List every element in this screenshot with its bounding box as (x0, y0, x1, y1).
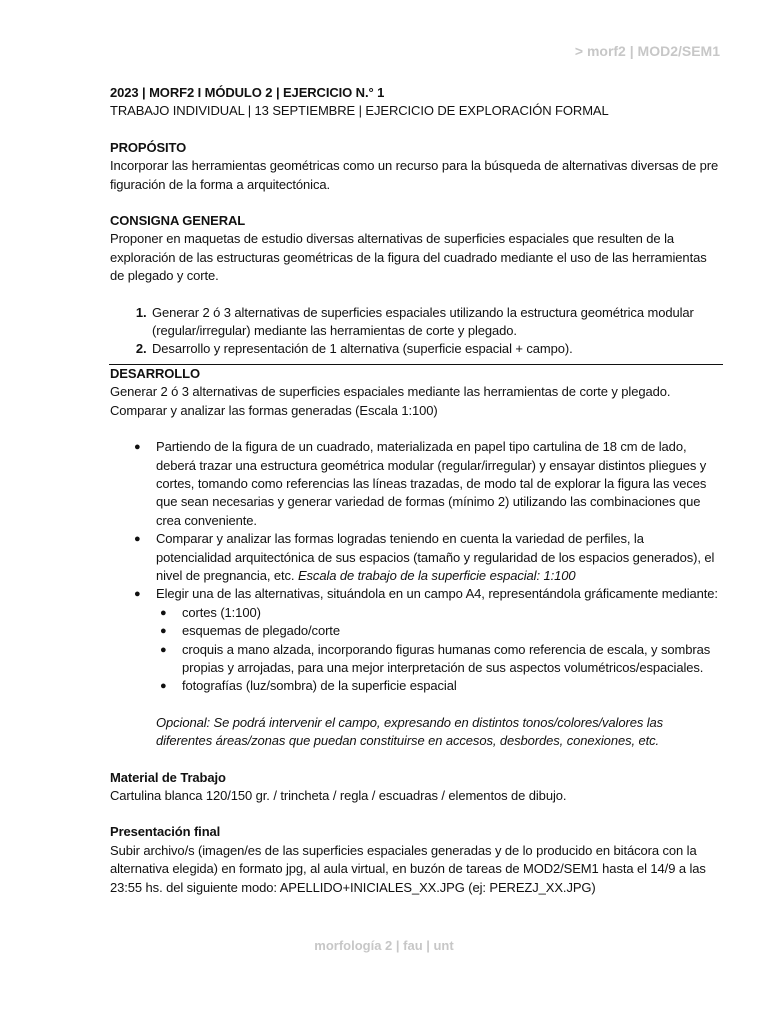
list-item: ● Partiendo de la figura de un cuadrado, materializada en papel tipo cartulina de 18 cm de lado, deberá trazar una estructura geométrica modular (regular/irregular) y ensayar distintos pliegues y cortes, tomando como referencias las líneas trazadas, de modo tal de explorar la figura las veces que sean necesarias y generar variedad de formas (mínimo 2) utilizando las combinaciones que crea conveniente. (156, 438, 722, 530)
presentacion-heading: Presentación final (110, 824, 221, 840)
desarrollo-heading: DESARROLLO (110, 365, 201, 381)
sub-list-item: ● cortes (1:100) (182, 604, 722, 622)
consigna-list (110, 304, 722, 359)
footer: morfología 2 | fau | unt (314, 938, 454, 953)
list-item: 1. Generar 2 ó 3 alternativas de superficies espaciales utilizando la estructura geométrica modular (regular/irregular) mediante las herramientas de corte y plegado. (150, 304, 722, 341)
material-text: Cartulina blanca 120/150 gr. / trincheta / regla / escuadras / elementos de dibujo. (110, 788, 567, 803)
header-tag: > morf2 | MOD2/SEM1 (574, 43, 720, 59)
list-item (156, 585, 722, 695)
list-item: 2. Desarrollo y representación de 1 alternativa (superficie espacial + campo). (150, 340, 722, 358)
sub-list (156, 604, 722, 696)
proposito-heading: PROPÓSITO (110, 139, 187, 155)
document-subtitle: TRABAJO INDIVIDUAL | 13 SEPTIEMBRE | EJERCICIO DE EXPLORACIÓN FORMAL (110, 103, 609, 119)
sub-list-item: ● croquis a mano alzada, incorporando figuras humanas como referencia de escala, y sombras propias y arrojadas, para una mejor interpretación de sus aspectos volumétricos/espaciales. (182, 641, 722, 678)
presentacion-text: Subir archivo/s (imagen/es de las superficies espaciales generadas y de lo producido en bitácora con la alternativa elegida) en formato jpg, al aula virtual, en buzón de tareas de MOD2/SEM1 hasta el 14/9 a las 23:55 hs. del siguiente modo: APELLIDO+INICIALES_XX.JPG (ej: PEREZJ_XX.JPG) (110, 842, 706, 895)
consigna-text: Proponer en maquetas de estudio diversas alternativas de superficies espaciales que resulten de la exploración de las estructuras geométricas de la figura del cuadrado mediante el uso de las herramientas de plegado y corte. (110, 231, 707, 284)
document-body (110, 84, 722, 897)
list-item (156, 530, 722, 585)
desarrollo-list (110, 438, 722, 696)
sub-list-item: ● esquemas de plegado/corte (182, 622, 722, 640)
material-heading: Material de Trabajo (110, 769, 226, 785)
document-title: 2023 | MORF2 I MÓDULO 2 | EJERCICIO N.° 1 (110, 85, 385, 100)
optional-note: Opcional: Se podrá intervenir el campo, expresando en distintos tonos/colores/valores las diferentes áreas/zonas que puedan constituirse en accesos, desbordes, conexiones, etc. (156, 714, 664, 749)
proposito-text: Incorporar las herramientas geométricas como un recurso para la búsqueda de alternativas diversas de pre figuración de la forma a arquitectónica. (110, 158, 719, 192)
bullet-text: Elegir una de las alternativas, situándola en un campo A4, representándola gráficamente mediante: (156, 586, 718, 602)
bullet-text: Comparar y analizar las formas logradas teniendo en cuenta la variedad de perfiles, la potencialidad arquitectónica de sus espacios (tamaño y regularidad de los espacios generados), el nivel de pregnancia, etc. (156, 531, 715, 583)
consigna-heading: CONSIGNA GENERAL (110, 213, 246, 229)
sub-list-item: ● fotografías (luz/sombra) de la superficie espacial (182, 677, 722, 695)
bullet-italic-text: Escala de trabajo de la superficie espacial: 1:100 (297, 567, 576, 583)
desarrollo-text: Generar 2 ó 3 alternativas de superficies espaciales mediante las herramientas de corte y plegado. Comparar y analizar las formas generadas (Escala 1:100) (110, 384, 671, 418)
